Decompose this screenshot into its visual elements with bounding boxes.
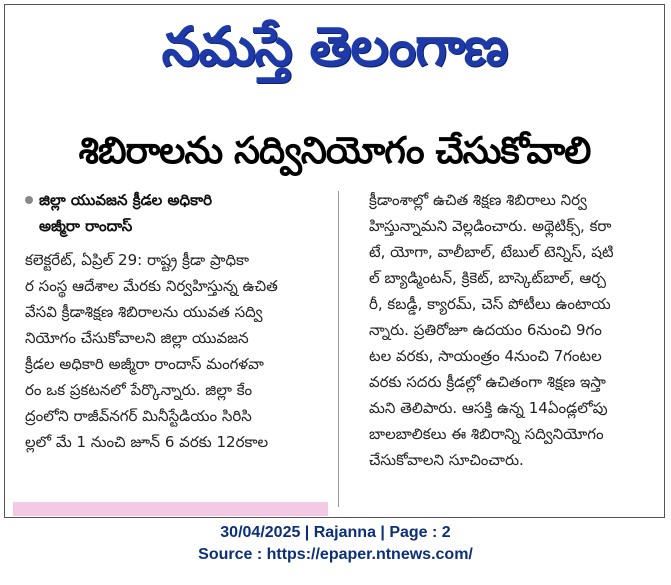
body-line: ద్రంలోని రాజీవ్‌నగర్ మినీస్టేడియం సిరిసి — [25, 407, 252, 425]
body-line: రం ఒక ప్రకటనలో పేర్కొన్నారు. జిల్లా కేం — [25, 381, 253, 399]
body-line: టే, యోగా, వాలీబాల్, టేబుల్ టెన్నిస్, షటి — [369, 243, 614, 261]
body-line: ర సంస్థ ఆదేశాల మేరకు నిర్వహిస్తున్న ఉచిత — [25, 277, 278, 295]
body-line: హిస్తున్నామని వెల్లడించారు. అథ్లెటిక్స్, కరా — [369, 217, 612, 235]
body-line: క్రీడల అధికారి అజ్మీరా రాందాస్ మంగళవా — [25, 355, 264, 373]
byline-name: అజ్మీరా రాందాస్ — [39, 217, 133, 235]
footer-edition-info: 30/04/2025 | Rajanna | Page : 2 — [220, 524, 451, 541]
bullet-icon — [25, 196, 33, 204]
body-line: వరకు సదరు క్రీడల్లో ఉచితంగా శిక్షణ ఇస్తా — [369, 373, 606, 391]
body-line: రీ, కబడ్డీ, క్యారమ్, చెస్ పోటీలు ఉంటాయ — [369, 295, 611, 313]
article-left-column — [25, 187, 321, 455]
newspaper-masthead: నమస్తే తెలంగాణ — [161, 15, 508, 78]
body-line: కలెక్టరేట్, ఏప్రిల్ 29: రాష్ట్ర క్రీడా ప్రాధికా — [25, 251, 250, 269]
body-line: వేసవి క్రీడాశిక్షణ శిబిరాలను యువత సద్వి — [25, 303, 263, 321]
body-line: ల్ బ్యాడ్మింటన్, క్రికెట్, బాస్కెట్‌బాల్, ఆర్చ — [369, 269, 606, 287]
highlight-bar — [13, 502, 328, 516]
column-divider — [338, 191, 339, 507]
body-line: క్రీడాంశాల్లో ఉచిత శిక్షణ శిబిరాలు నిర్వ — [369, 191, 587, 209]
article-right-column — [369, 187, 651, 473]
body-line: ల్లలో మే 1 నుంచి జూన్ 6 వరకు 12రకాల — [25, 433, 269, 451]
body-line: బాలబాలికలు ఈ శిబిరాన్ని సద్వినియోగం — [369, 425, 604, 443]
article-byline — [25, 187, 321, 239]
body-line: చేసుకోవాలని సూచించారు. — [369, 451, 524, 469]
body-line: టల వరకు, సాయంత్రం 4నుంచి 7గంటల — [369, 347, 602, 365]
body-line: నియోగం చేసుకోవాలని జిల్లా యువజన — [25, 329, 249, 347]
article-headline: శిబిరాలను సద్వినియోగం చేసుకోవాలి — [78, 129, 591, 172]
body-line: మని తెలిపారు. ఆసక్తి ఉన్న 14ఏండ్లలోపు — [369, 399, 608, 417]
byline-designation: జిల్లా యువజన క్రీడల అధికారి — [39, 191, 213, 209]
clipping-footer — [0, 522, 671, 566]
clipping-frame — [4, 4, 665, 518]
body-line: న్నారు. ప్రతిరోజూ ఉదయం 6నుంచి 9గం — [369, 321, 602, 339]
footer-source-link[interactable]: Source : https://epaper.ntnews.com/ — [198, 546, 473, 563]
